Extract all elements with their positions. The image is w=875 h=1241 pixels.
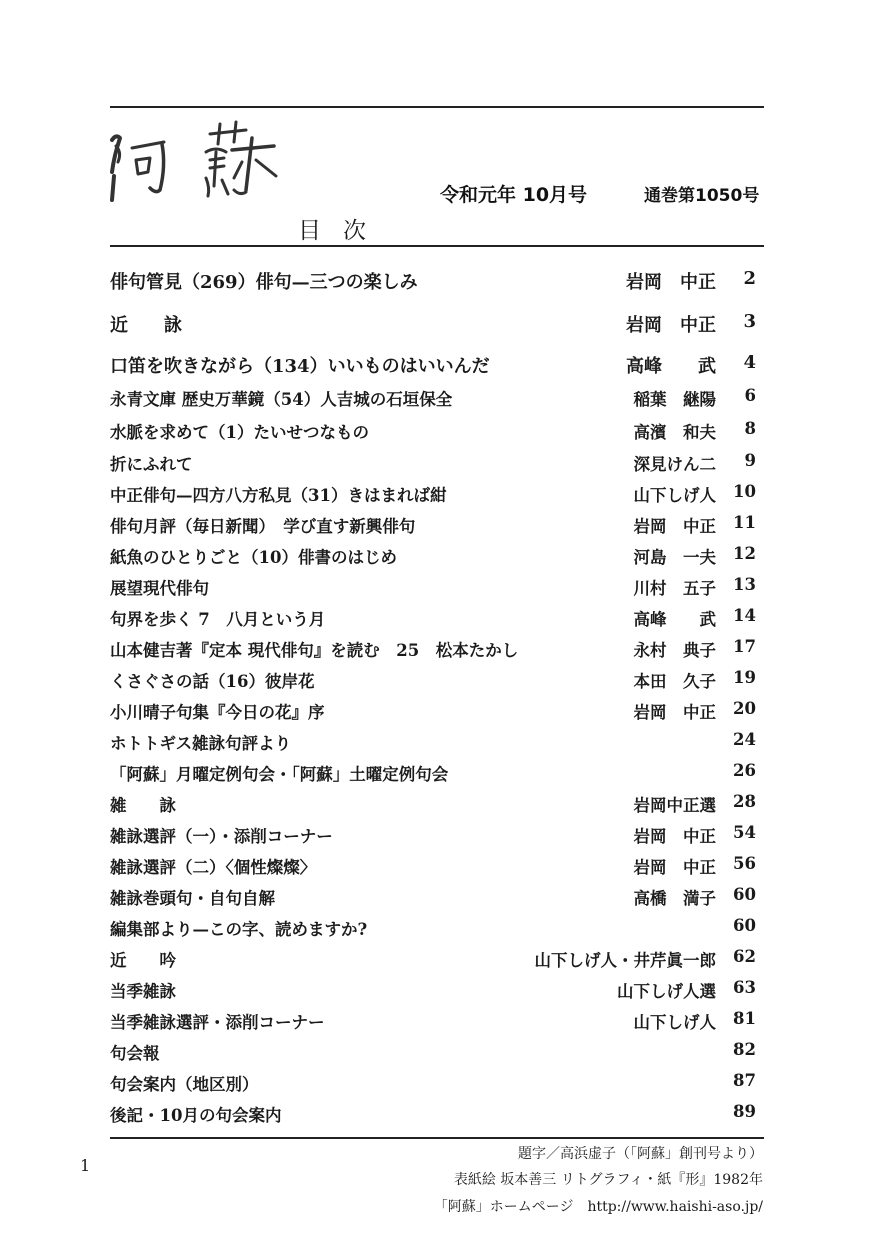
- toc-entry-title: 「阿蘇」月曜定例句会・「阿蘇」土曜定例句会: [110, 765, 449, 784]
- toc-entry-author: 山下しげ人: [633, 486, 716, 505]
- toc-entry-page: 19: [733, 668, 756, 687]
- top-rule: [110, 106, 764, 108]
- toc-entry-page: 87: [733, 1071, 756, 1090]
- toc-entry-author: 本田 久子: [633, 672, 716, 691]
- toc-entry-page: 13: [733, 575, 756, 594]
- issue-date: 令和元年 10月号: [440, 184, 588, 206]
- toc-entry[interactable]: [110, 575, 756, 605]
- toc-entry[interactable]: [110, 1040, 756, 1070]
- toc-entry-page: 10: [733, 482, 756, 501]
- toc-entry-title: 俳句月評（毎日新聞） 学び直す新興俳句: [110, 517, 416, 536]
- page-number: 1: [80, 1156, 91, 1175]
- homepage-link[interactable]: 「阿蘇」ホームページ http://www.haishi-aso.jp/: [433, 1199, 763, 1215]
- toc-entry[interactable]: [110, 386, 756, 416]
- toc-entry-page: 14: [733, 606, 756, 625]
- toc-entry-author: 河島 一夫: [633, 548, 716, 567]
- toc-entry-title: 近 吟: [110, 951, 176, 970]
- toc-entry-title: 永青文庫 歴史万華鏡（54）人吉城の石垣保全: [110, 390, 453, 409]
- toc-entry[interactable]: [110, 637, 756, 667]
- toc-entry-author: 岩岡 中正: [626, 315, 716, 336]
- toc-entry[interactable]: [110, 1009, 756, 1039]
- aso-calligraphy-logo: [106, 116, 306, 214]
- toc-entry-author: 高峰 武: [633, 610, 716, 629]
- toc-entry-title: くさぐさの話（16）彼岸花: [110, 672, 315, 691]
- toc-entry-author: 高濱 和夫: [633, 423, 716, 442]
- toc-entry-page: 9: [744, 451, 756, 470]
- toc-entry[interactable]: [110, 352, 756, 382]
- toc-entry-title: 紙魚のひとりごと（10）俳書のはじめ: [110, 548, 397, 567]
- toc-entry-author: 山下しげ人: [633, 1013, 716, 1032]
- toc-entry-author: 深見けん二: [633, 455, 716, 474]
- toc-entry-title: 近 詠: [110, 315, 182, 336]
- toc-entry-author: 永村 典子: [633, 641, 716, 660]
- toc-entry-page: 56: [733, 854, 756, 873]
- toc-entry-author: 岩岡 中正: [633, 517, 716, 536]
- toc-entry-author: 稲葉 継陽: [633, 390, 716, 409]
- toc-entry-title: 中正俳句—四方八方私見（31）きはまれば紺: [110, 486, 447, 505]
- toc-entry-page: 24: [733, 730, 756, 749]
- toc-entry-title: 雑詠巻頭句・自句自解: [110, 889, 275, 908]
- cover-credit: 表紙絵 坂本善三 リトグラフィ・紙『形』1982年: [453, 1172, 763, 1188]
- toc-entry-title: 山本健吉著『定本 現代俳句』を読む 25 松本たかし: [110, 641, 519, 660]
- toc-entry-title: 後記・10月の句会案内: [110, 1106, 282, 1125]
- toc-entry-author: 川村 五子: [633, 579, 716, 598]
- toc-entry-title: 句会報: [110, 1044, 160, 1063]
- toc-entry-title: 口笛を吹きながら（134）いいものはいいんだ: [110, 356, 490, 377]
- toc-entry-author: 山下しげ人選: [617, 982, 716, 1001]
- toc-entry[interactable]: [110, 544, 756, 574]
- toc-entry[interactable]: [110, 1071, 756, 1101]
- toc-entry[interactable]: [110, 268, 756, 298]
- toc-entry[interactable]: [110, 947, 756, 977]
- toc-entry-author: 岩岡 中正: [633, 858, 716, 877]
- toc-entry-title: 展望現代俳句: [110, 579, 209, 598]
- toc-entry-author: 高峰 武: [626, 356, 716, 377]
- toc-entry-page: 17: [733, 637, 756, 656]
- toc-entry-title: 小川晴子句集『今日の花』序: [110, 703, 325, 722]
- toc-entry-title: 雑 詠: [110, 796, 176, 815]
- toc-entry-page: 60: [733, 885, 756, 904]
- toc-entry-page: 12: [733, 544, 756, 563]
- volume-number: 通巻第1050号: [644, 186, 760, 206]
- toc-entry[interactable]: [110, 761, 756, 791]
- toc-entry[interactable]: [110, 482, 756, 512]
- toc-entry-page: 82: [733, 1040, 756, 1059]
- toc-entry[interactable]: [110, 885, 756, 915]
- toc-entry[interactable]: [110, 311, 756, 341]
- header-rule: [110, 245, 764, 247]
- toc-entry-title: 俳句管見（269）俳句—三つの楽しみ: [110, 272, 418, 293]
- toc-entry-page: 11: [733, 513, 756, 532]
- toc-entry[interactable]: [110, 978, 756, 1008]
- bottom-rule: [110, 1137, 764, 1139]
- toc-entry-page: 20: [733, 699, 756, 718]
- toc-entry-title: 折にふれて: [110, 455, 193, 474]
- toc-entry[interactable]: [110, 451, 756, 481]
- toc-entry[interactable]: [110, 792, 756, 822]
- toc-entry[interactable]: [110, 854, 756, 884]
- calligraphy-credit: 題字／高浜虚子（「阿蘇」創刊号より）: [518, 1146, 763, 1162]
- toc-entry-title: 雑詠選評（一）・添削コーナー: [110, 827, 333, 846]
- toc-entry-page: 62: [733, 947, 756, 966]
- toc-entry-author: 山下しげ人・井芹眞一郎: [534, 951, 716, 970]
- toc-entry[interactable]: [110, 419, 756, 449]
- toc-entry-author: 岩岡 中正: [633, 703, 716, 722]
- toc-entry-page: 6: [744, 386, 756, 405]
- toc-entry[interactable]: [110, 606, 756, 636]
- toc-entry[interactable]: [110, 823, 756, 853]
- toc-entry[interactable]: [110, 730, 756, 760]
- toc-entry-page: 2: [743, 268, 756, 289]
- toc-entry[interactable]: [110, 916, 756, 946]
- toc-heading: 目次: [298, 218, 388, 244]
- toc-entry-title: ホトトギス雑詠句評より: [110, 734, 292, 753]
- toc-entry-title: 句界を歩く 7 八月という月: [110, 610, 326, 629]
- toc-entry[interactable]: [110, 1102, 756, 1132]
- toc-entry-title: 雑詠選評（二）〈個性燦燦〉: [110, 858, 317, 877]
- toc-entry-title: 句会案内（地区別）: [110, 1075, 259, 1094]
- toc-entry-author: 高橋 満子: [633, 889, 716, 908]
- toc-entry-page: 81: [733, 1009, 756, 1028]
- toc-entry-page: 28: [733, 792, 756, 811]
- toc-entry-page: 60: [733, 916, 756, 935]
- toc-entry-page: 8: [744, 419, 756, 438]
- toc-entry[interactable]: [110, 699, 756, 729]
- toc-entry-title: 当季雑詠選評・添削コーナー: [110, 1013, 325, 1032]
- toc-entry-page: 4: [743, 352, 756, 373]
- toc-entry-title: 当季雑詠: [110, 982, 176, 1001]
- toc-entry[interactable]: [110, 668, 756, 698]
- toc-entry-author: 岩岡中正選: [633, 796, 716, 815]
- toc-entry-title: 編集部より—この字、読めますか?: [110, 920, 368, 939]
- toc-entry-page: 89: [733, 1102, 756, 1121]
- toc-entry-page: 3: [743, 311, 756, 332]
- toc-entry[interactable]: [110, 513, 756, 543]
- toc-entry-page: 26: [733, 761, 756, 780]
- toc-entry-author: 岩岡 中正: [626, 272, 716, 293]
- toc-entry-title: 水脈を求めて（1）たいせつなもの: [110, 423, 369, 442]
- toc-entry-author: 岩岡 中正: [633, 827, 716, 846]
- toc-entry-page: 63: [733, 978, 756, 997]
- toc-entry-page: 54: [733, 823, 756, 842]
